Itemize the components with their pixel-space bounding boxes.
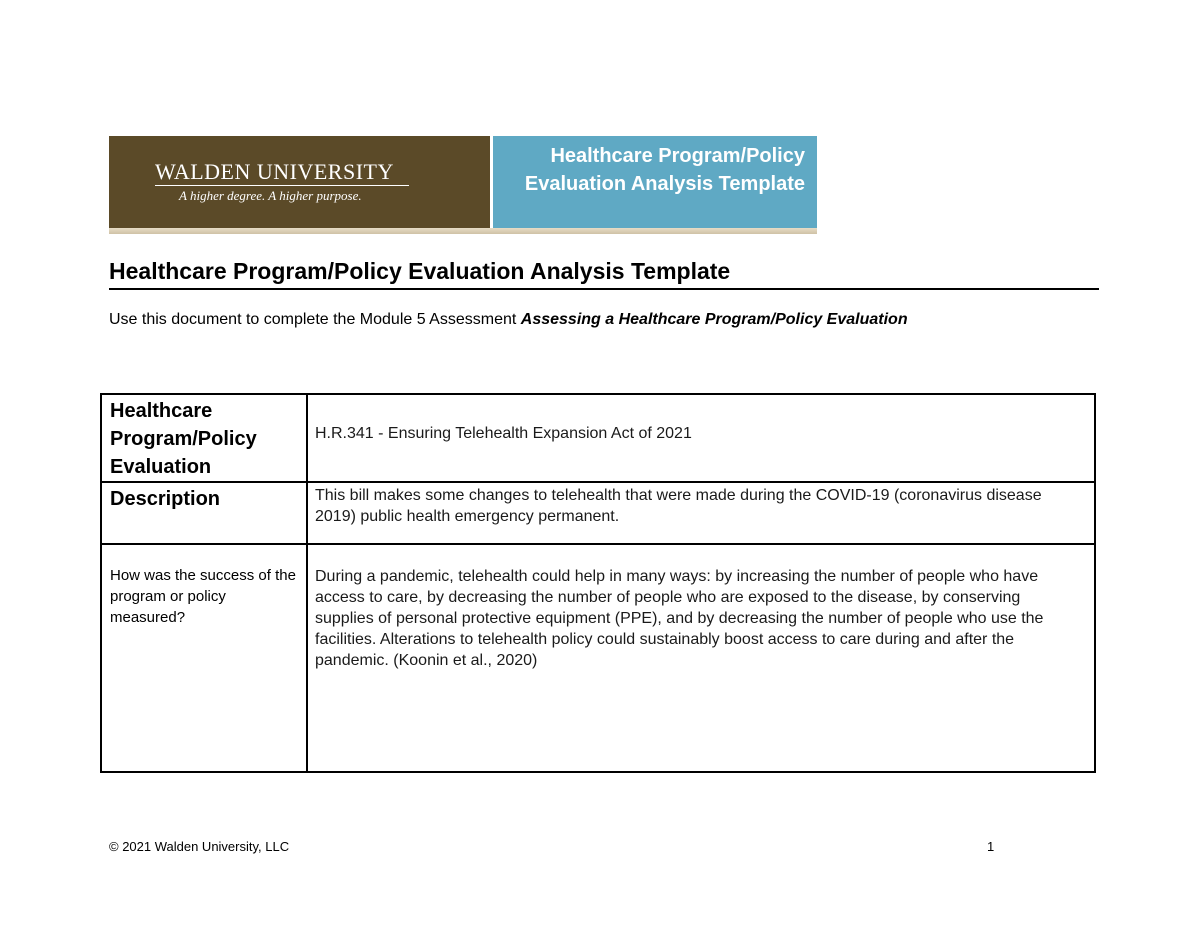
row-value: H.R.341 - Ensuring Telehealth Expansion Act of 2021	[315, 425, 692, 442]
row-label: How was the success of the program or policy measured?	[110, 567, 296, 626]
evaluation-table	[100, 393, 1096, 773]
logo-rule	[155, 185, 409, 186]
title-divider	[109, 288, 1099, 290]
banner-divider	[109, 228, 817, 234]
row-label-cell	[101, 544, 307, 772]
page-number: 1	[987, 839, 995, 854]
logo-tagline: A higher degree. A higher purpose.	[179, 188, 362, 203]
row-value: During a pandemic, telehealth could help in many ways: by increasing the number of people who have access to care, by decreasing the number of people who are exposed to the disease, by conserving supplies of personal protective equipment (PPE), and by decreasing the number of people who use the facilities. Alterations to telehealth policy could sustainably boost access to care during and after the pandemic. (Koonin et al., 2020)	[315, 568, 1044, 669]
row-label-cell	[101, 394, 307, 482]
copyright-notice: © 2021 Walden University, LLC	[109, 839, 290, 854]
row-value-cell	[307, 544, 1095, 772]
row-label: Healthcare Program/Policy Evaluation	[110, 400, 257, 478]
document-title: Healthcare Program/Policy Evaluation Analysis Template	[109, 258, 731, 284]
assessment-name: Assessing a Healthcare Program/Policy Evaluation	[520, 311, 908, 328]
intro-text	[109, 311, 908, 329]
table-row	[101, 544, 1095, 772]
table-row	[101, 482, 1095, 544]
row-label: Description	[110, 488, 221, 510]
row-value: This bill makes some changes to telehealth that were made during the COVID-19 (coronavirus disease 2019) public health emergency permanent.	[315, 487, 1042, 525]
row-value-cell	[307, 394, 1095, 482]
banner-title: Healthcare Program/Policy Evaluation Analysis Template	[524, 145, 805, 195]
intro-prefix: Use this document to complete the Module 5 Assessment	[109, 311, 521, 328]
row-label-cell	[101, 482, 307, 544]
row-value-cell	[307, 482, 1095, 544]
header-banner	[109, 136, 817, 234]
walden-university-logo: WALDEN UNIVERSITY	[155, 159, 394, 184]
table-row	[101, 394, 1095, 482]
